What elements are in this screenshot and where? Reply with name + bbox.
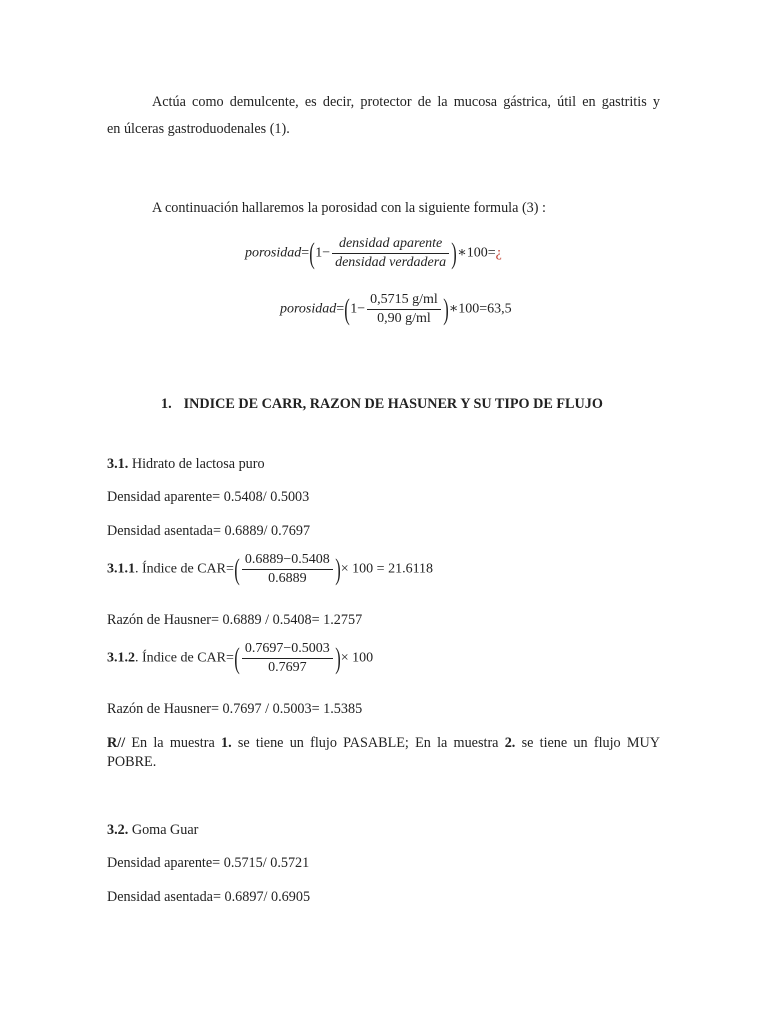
carr-label: . Índice de CAR= (135, 650, 234, 666)
formula-result: ∗100=63,5 (448, 301, 512, 317)
fraction-denominator: densidad verdadera (335, 255, 447, 270)
fraction (367, 292, 441, 327)
carr-index-2 (107, 641, 373, 676)
porosity-formula (245, 236, 502, 271)
heading-number: 1. (161, 396, 172, 412)
sample-number: 2. (504, 735, 516, 751)
subsection-name: Goma Guar (131, 822, 199, 838)
formula-one-minus: 1− (350, 301, 366, 317)
density-aparente: Densidad aparente= 0.5408/ 0.5003 (107, 489, 310, 505)
carr-label: . Índice de CAR= (135, 561, 234, 577)
right-paren: ) (335, 552, 341, 586)
fraction (332, 236, 449, 271)
result-label: R// (107, 735, 126, 751)
text-span: En la muestra (125, 735, 221, 751)
paragraph-porosidad-intro: A continuación hallaremos la porosidad con la siguiente formula (3) : (152, 200, 546, 216)
text-span: se tiene un flujo PASABLE; En la muestra (231, 735, 505, 751)
flow-result-paragraph (107, 734, 660, 771)
porosity-calculation (280, 292, 512, 327)
carr-result: × 100 = 21.6118 (340, 561, 434, 577)
paragraph-line: POBRE. (107, 754, 157, 770)
fraction (242, 552, 333, 587)
formula-lhs: porosidad (280, 301, 337, 317)
carr-result: × 100 (340, 650, 374, 666)
fraction-numerator: densidad aparente (332, 236, 449, 254)
density-asentada: Densidad asentada= 0.6897/ 0.6905 (107, 889, 311, 905)
left-paren: ( (234, 552, 240, 586)
formula-lhs: porosidad (245, 245, 302, 261)
right-paren: ) (335, 641, 341, 675)
left-paren: ( (234, 641, 240, 675)
density-asentada: Densidad asentada= 0.6889/ 0.7697 (107, 523, 311, 539)
left-paren: ( (309, 236, 315, 270)
broken-glyph: ¿ (495, 245, 502, 261)
formula-times-100: ∗100= (457, 245, 496, 261)
fraction-denominator: 0,90 g/ml (377, 311, 431, 326)
fraction-denominator: 0.7697 (268, 660, 307, 675)
fraction-numerator: 0.7697−0.5003 (242, 641, 333, 659)
subsection-title (107, 455, 265, 473)
right-paren: ) (443, 292, 449, 326)
density-aparente: Densidad aparente= 0.5715/ 0.5721 (107, 855, 310, 871)
fraction (242, 641, 333, 676)
heading-text: INDICE DE CARR, RAZON DE HASUNER Y SU TIPO DE FLUJO (183, 396, 603, 412)
paragraph-demulcente (107, 93, 660, 138)
formula-equals: = (336, 301, 345, 317)
left-paren: ( (344, 292, 350, 326)
fraction-numerator: 0.6889−0.5408 (242, 552, 333, 570)
formula-one-minus: 1− (315, 245, 331, 261)
right-paren: ) (451, 236, 457, 270)
paragraph-line: Actúa como demulcente, es decir, protector de la mucosa gástrica, útil en gastritis y (152, 94, 660, 110)
item-number: 3.1.1 (107, 561, 135, 577)
formula-equals: = (301, 245, 310, 261)
subsection-number: 3.2. (107, 822, 129, 838)
fraction-numerator: 0,5715 g/ml (367, 292, 441, 310)
subsection-number: 3.1. (107, 456, 129, 472)
item-number: 3.1.2 (107, 650, 135, 666)
text-span: se tiene un flujo MUY (515, 735, 660, 751)
fraction-denominator: 0.6889 (268, 571, 307, 586)
paragraph-line: en úlceras gastroduodenales (1). (107, 121, 290, 137)
carr-index-1 (107, 552, 433, 587)
hausner-ratio-1: Razón de Hausner= 0.6889 / 0.5408= 1.2757 (107, 612, 363, 628)
subsection-name: Hidrato de lactosa puro (131, 456, 265, 472)
sample-number: 1. (220, 735, 232, 751)
subsection-title (107, 821, 198, 839)
section-heading (161, 395, 603, 413)
hausner-ratio-2: Razón de Hausner= 0.7697 / 0.5003= 1.5385 (107, 701, 363, 717)
paragraph-line (107, 734, 660, 752)
